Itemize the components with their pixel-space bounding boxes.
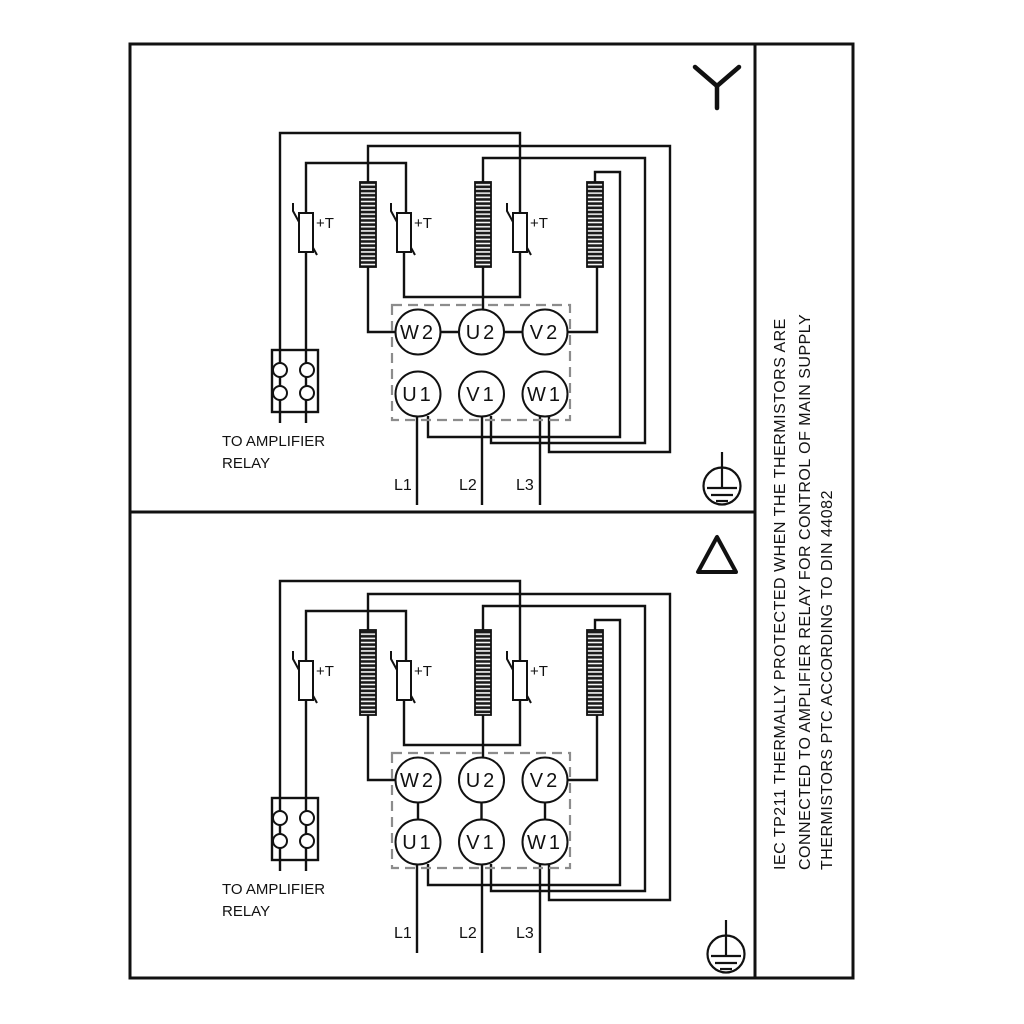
terminal-label: V2 bbox=[529, 770, 561, 792]
ptc-thermistor-symbol-1 bbox=[293, 203, 334, 255]
ptc-thermistor-symbol-2 bbox=[391, 203, 432, 255]
motor-winding-coil-1 bbox=[360, 182, 376, 267]
thermistor-label: +T bbox=[530, 663, 548, 680]
side-note-line-3: THERMISTORS PTC ACCORDING TO DIN 44082 bbox=[819, 490, 836, 870]
terminal-label: V1 bbox=[466, 832, 497, 854]
terminal-w1 bbox=[523, 820, 568, 865]
relay-pin bbox=[300, 386, 314, 400]
panel-delta-connection bbox=[222, 537, 745, 973]
motor-winding-coil-2 bbox=[475, 182, 491, 267]
terminal-u1 bbox=[396, 372, 441, 417]
panel-star-connection bbox=[222, 67, 741, 505]
motor-winding-coil-1 bbox=[360, 630, 376, 715]
terminal-v2 bbox=[523, 310, 568, 355]
wire bbox=[404, 252, 520, 297]
relay-pin bbox=[273, 363, 287, 377]
relay-pin bbox=[273, 834, 287, 848]
terminal-v1 bbox=[459, 820, 504, 865]
supply-label-l1: L1 bbox=[394, 925, 412, 942]
terminal-u1 bbox=[396, 820, 441, 865]
side-note bbox=[772, 314, 836, 870]
supply-label-l3: L3 bbox=[516, 477, 534, 494]
thermistor-label: +T bbox=[316, 215, 334, 232]
terminal-label: U2 bbox=[465, 322, 498, 344]
supply-label-l2: L2 bbox=[459, 477, 477, 494]
terminal-label: V2 bbox=[529, 322, 561, 344]
delta-icon bbox=[698, 537, 736, 572]
supply-label-l1: L1 bbox=[394, 477, 412, 494]
thermistor-label: +T bbox=[530, 215, 548, 232]
relay-pin bbox=[273, 386, 287, 400]
motor-winding-coil-2 bbox=[475, 630, 491, 715]
terminal-w2 bbox=[396, 758, 441, 803]
terminal-u2 bbox=[459, 310, 504, 355]
relay-caption-line: TO AMPLIFIER bbox=[222, 433, 326, 450]
thermistor-label: +T bbox=[414, 215, 432, 232]
ptc-thermistor-symbol-3 bbox=[507, 203, 548, 255]
terminal-label: W2 bbox=[400, 770, 436, 792]
wire bbox=[568, 267, 597, 332]
terminal-label: V1 bbox=[466, 384, 497, 406]
motor-winding-coil-3 bbox=[587, 630, 603, 715]
relay-pin bbox=[300, 363, 314, 377]
side-note-line-2: CONNECTED TO AMPLIFIER RELAY FOR CONTROL OF MAIN SUPPLY bbox=[797, 313, 814, 870]
earth-ground-icon bbox=[704, 452, 741, 505]
motor-winding-coil-3 bbox=[587, 182, 603, 267]
relay-pin bbox=[300, 834, 314, 848]
terminal-w1 bbox=[523, 372, 568, 417]
terminal-v1 bbox=[459, 372, 504, 417]
relay-caption-line: TO AMPLIFIER bbox=[222, 881, 326, 898]
terminal-u2 bbox=[459, 758, 504, 803]
terminal-label: U1 bbox=[402, 384, 434, 406]
relay-pin bbox=[300, 811, 314, 825]
ptc-thermistor-symbol-3 bbox=[507, 651, 548, 703]
relay-caption-line: RELAY bbox=[222, 455, 271, 472]
star-icon bbox=[695, 67, 739, 108]
terminal-label: W1 bbox=[527, 384, 563, 406]
wire bbox=[568, 715, 597, 780]
terminal-label: W1 bbox=[527, 832, 563, 854]
relay-caption-line: RELAY bbox=[222, 903, 271, 920]
terminal-label: W2 bbox=[400, 322, 436, 344]
thermistor-label: +T bbox=[414, 663, 432, 680]
relay-pin bbox=[273, 811, 287, 825]
side-note-line-1: IEC TP211 THERMALLY PROTECTED WHEN THE THERMISTORS ARE bbox=[772, 318, 789, 870]
ptc-thermistor-symbol-1 bbox=[293, 651, 334, 703]
terminal-w2 bbox=[396, 310, 441, 355]
ptc-thermistor-symbol-2 bbox=[391, 651, 432, 703]
terminal-label: U1 bbox=[402, 832, 434, 854]
thermistor-label: +T bbox=[316, 663, 334, 680]
earth-ground-icon bbox=[708, 920, 745, 973]
terminal-label: U2 bbox=[465, 770, 498, 792]
wire bbox=[404, 700, 520, 745]
supply-label-l2: L2 bbox=[459, 925, 477, 942]
supply-label-l3: L3 bbox=[516, 925, 534, 942]
terminal-v2 bbox=[523, 758, 568, 803]
